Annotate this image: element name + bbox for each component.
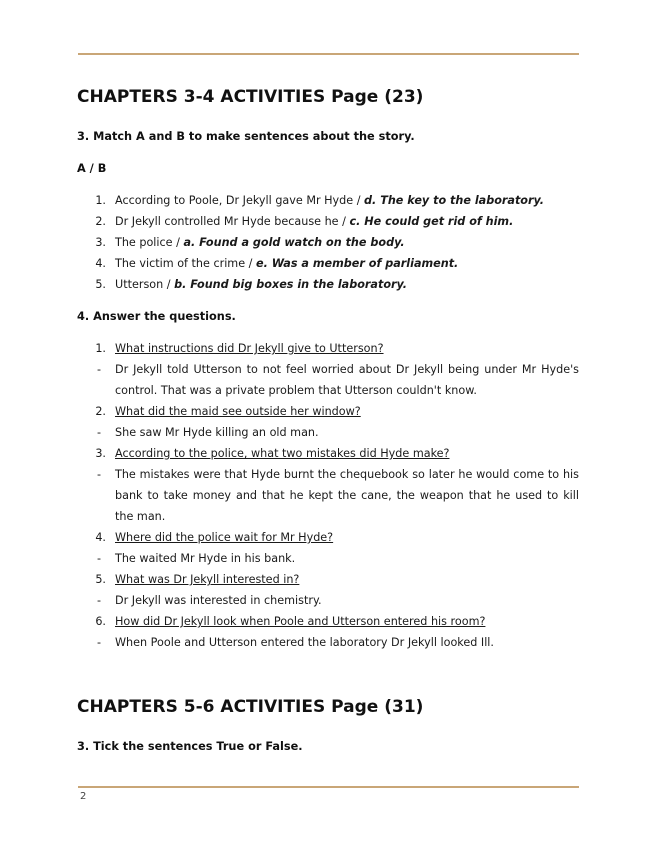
answer-text: When Poole and Utterson entered the laboratory Dr Jekyll looked Ill. — [115, 636, 494, 649]
answer-item — [77, 422, 579, 443]
item-number: 3. — [95, 236, 106, 249]
section-title-chapters-3-4: CHAPTERS 3-4 ACTIVITIES Page (23) — [77, 87, 424, 107]
item-part-b: b. Found big boxes in the laboratory. — [174, 278, 408, 291]
list-item — [77, 274, 579, 295]
section-title-chapters-5-6: CHAPTERS 5-6 ACTIVITIES Page (31) — [77, 697, 424, 717]
answer-text: The mistakes were that Hyde burnt the chequebook so later he would come to his bank to take money and that he kept the cane, the weapon that he used to kill the man. — [115, 468, 579, 523]
item-part-a: According to Poole, Dr Jekyll gave Mr Hyde / — [115, 194, 365, 207]
match-list — [77, 190, 579, 295]
page-number: 2 — [80, 791, 87, 802]
question-text: What was Dr Jekyll interested in? — [115, 573, 300, 586]
answer-item — [77, 359, 579, 401]
item-number: 2. — [95, 215, 106, 228]
answer-dash: - — [97, 636, 102, 649]
list-item — [77, 232, 579, 253]
question-text: What instructions did Dr Jekyll give to Utterson? — [115, 342, 384, 355]
question-item — [77, 338, 579, 359]
item-part-b: a. Found a gold watch on the body. — [183, 236, 405, 249]
answer-item — [77, 590, 579, 611]
item-part-a: Utterson / — [115, 278, 175, 291]
answer-dash: - — [97, 468, 102, 481]
answer-dash: - — [97, 426, 102, 439]
question-4-heading: 4. Answer the questions. — [77, 310, 236, 323]
answer-item — [77, 632, 579, 653]
item-part-a: Dr Jekyll controlled Mr Hyde because he / — [115, 215, 350, 228]
question-item — [77, 401, 579, 422]
item-number: 5. — [95, 573, 106, 586]
question-3-heading: 3. Match A and B to make sentences about the story. — [77, 130, 415, 143]
item-number: 6. — [95, 615, 106, 628]
answer-text: She saw Mr Hyde killing an old man. — [115, 426, 319, 439]
item-part-b: c. He could get rid of him. — [349, 215, 514, 228]
question-3-heading-section-2: 3. Tick the sentences True or False. — [77, 740, 303, 753]
question-text: How did Dr Jekyll look when Poole and Utterson entered his room? — [115, 615, 486, 628]
question-item — [77, 611, 579, 632]
answer-dash: - — [97, 552, 102, 565]
header-rule — [78, 53, 579, 55]
qa-list — [77, 338, 579, 653]
answer-text: Dr Jekyll told Utterson to not feel worried about Dr Jekyll being under Mr Hyde's control. That was a private problem that Utterson couldn't know. — [115, 363, 579, 397]
answer-text: The waited Mr Hyde in his bank. — [115, 552, 296, 565]
item-number: 1. — [95, 194, 106, 207]
question-text: What did the maid see outside her window? — [115, 405, 361, 418]
item-part-b: e. Was a member of parliament. — [255, 257, 459, 270]
item-part-a: The police / — [115, 236, 184, 249]
question-item — [77, 569, 579, 590]
answer-text: Dr Jekyll was interested in chemistry. — [115, 594, 322, 607]
item-number: 4. — [95, 257, 106, 270]
question-text: According to the police, what two mistakes did Hyde make? — [115, 447, 450, 460]
list-item — [77, 190, 579, 211]
question-item — [77, 527, 579, 548]
question-text: Where did the police wait for Mr Hyde? — [115, 531, 334, 544]
item-number: 4. — [95, 531, 106, 544]
match-columns-label: A / B — [77, 162, 107, 175]
item-part-a: The victim of the crime / — [115, 257, 256, 270]
item-number: 2. — [95, 405, 106, 418]
list-item — [77, 253, 579, 274]
answer-dash: - — [97, 363, 102, 376]
answer-item — [77, 548, 579, 569]
item-number: 1. — [95, 342, 106, 355]
item-part-b: d. The key to the laboratory. — [364, 194, 545, 207]
item-number: 5. — [95, 278, 106, 291]
item-number: 3. — [95, 447, 106, 460]
answer-item — [77, 464, 579, 527]
list-item — [77, 211, 579, 232]
footer-rule — [78, 786, 579, 788]
question-item — [77, 443, 579, 464]
answer-dash: - — [97, 594, 102, 607]
